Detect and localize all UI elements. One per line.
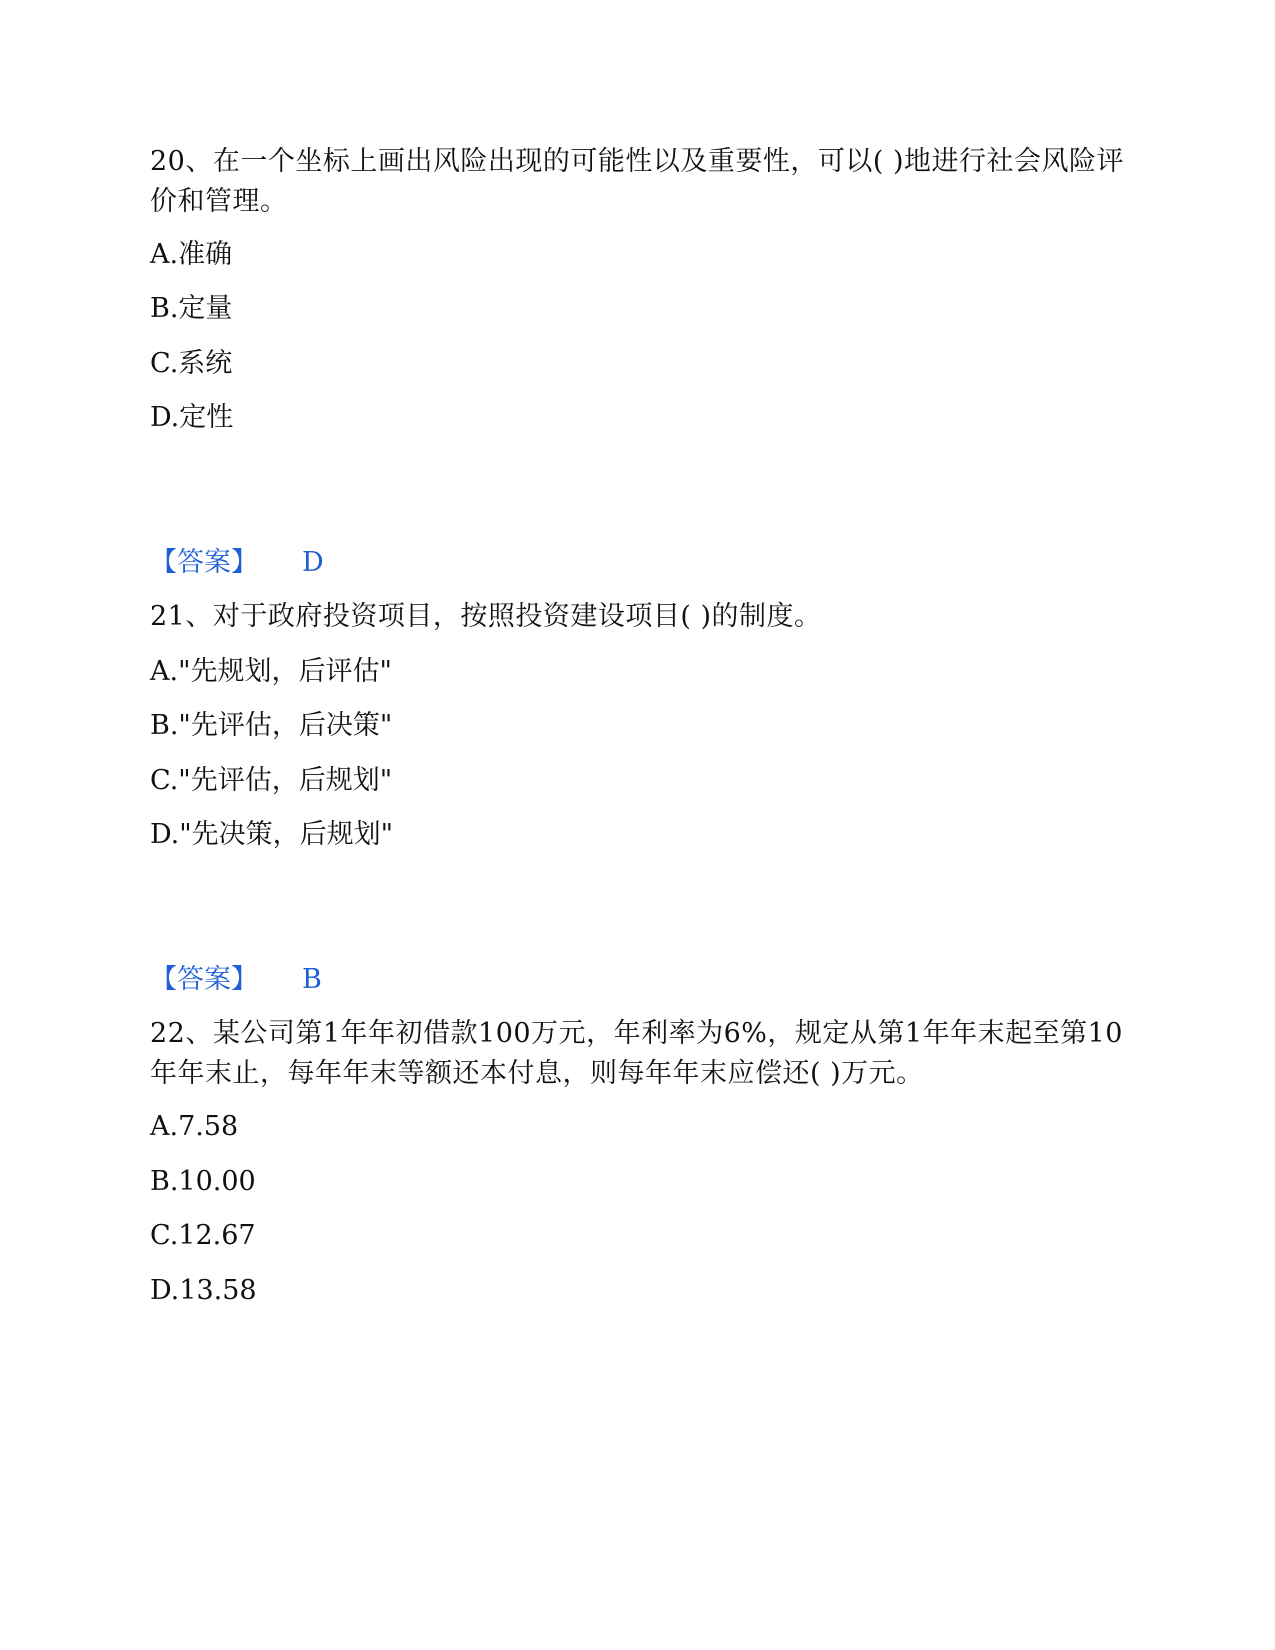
question-21-option-d: D."先决策，后规划" [150,819,394,850]
question-22-option-a: A.7.58 [150,1111,239,1142]
answer-label: 【答案】 [150,964,258,995]
question-22-option-d: D.13.58 [150,1275,257,1306]
question-20-answer [150,543,324,583]
question-21-option-c: C."先评估，后规划" [150,765,393,796]
question-20-option-a: A.准确 [150,239,233,270]
question-21-option-a: A."先规划，后评估" [150,656,392,687]
question-21-option-b: B."先评估，后决策" [150,710,393,741]
answer-value: D [302,547,324,578]
question-22-option-c: C.12.67 [150,1220,256,1251]
question-20-option-d: D.定性 [150,402,234,433]
answer-label: 【答案】 [150,547,258,578]
question-20-option-b: B.定量 [150,293,233,324]
question-22-option-b: B.10.00 [150,1166,256,1197]
question-20-text: 20、在一个坐标上画出风险出现的可能性以及重要性，可以( )地进行社会风险评价和管理。 [150,146,1125,217]
question-20-option-c: C.系统 [150,348,233,379]
question-22-text: 22、某公司第1年年初借款100万元，年利率为6%，规定从第1年年末起至第10年年末止，每年年末等额还本付息，则每年年末应偿还( )万元。 [150,1018,1123,1089]
question-21-text: 21、对于政府投资项目，按照投资建设项目( )的制度。 [150,601,822,632]
answer-value: B [302,964,322,995]
question-21-answer [150,960,322,1000]
